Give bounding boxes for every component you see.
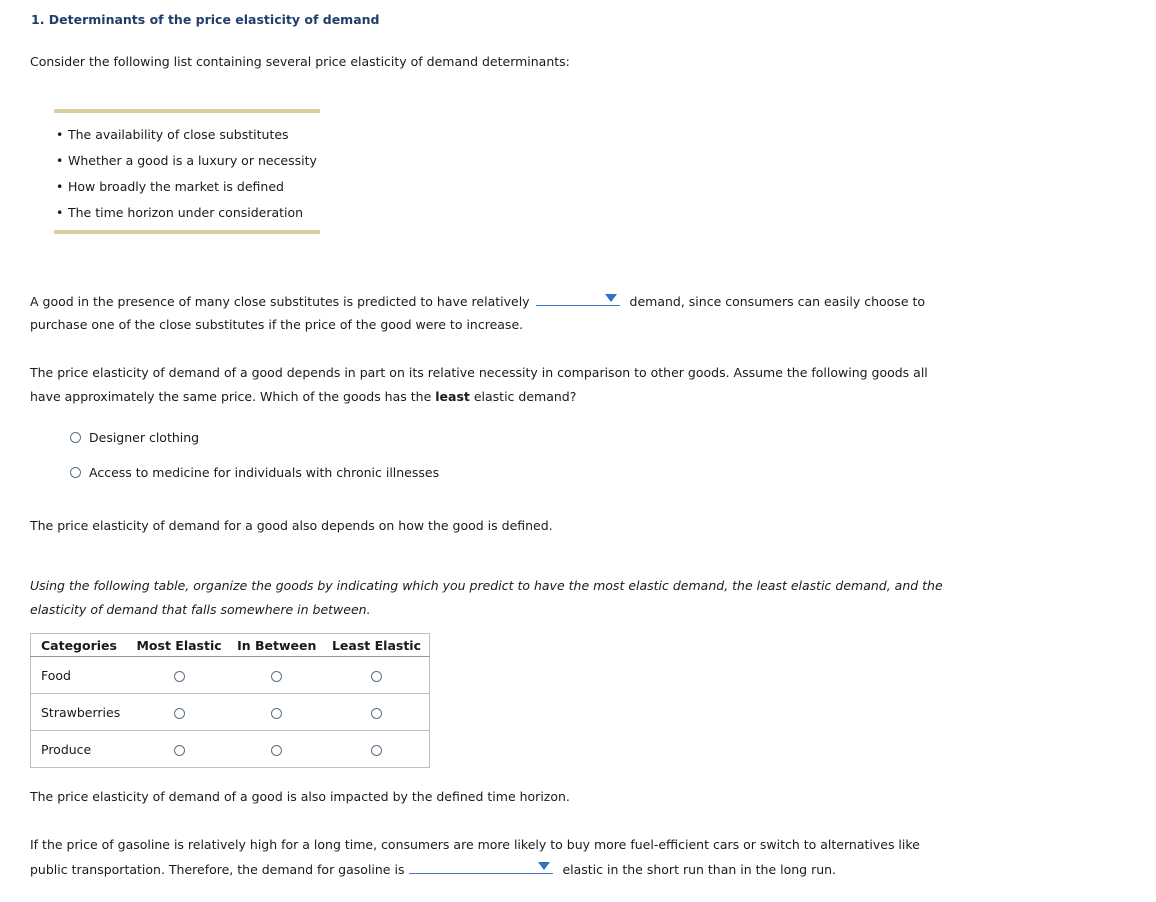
q4-statement: The price elasticity of demand of a good is also impacted by the defined time horizon. [30, 789, 570, 804]
q4-dropdown[interactable] [409, 857, 553, 874]
bullet-icon: • [56, 205, 64, 220]
q4-line2: public transportation. Therefore, the demand for gasoline is elastic in the short run than in the long run. [30, 857, 836, 882]
bullet-icon: • [56, 127, 64, 142]
cell-in-between [229, 694, 323, 731]
cell-most-elastic [129, 731, 230, 768]
header-in-between: In Between [229, 634, 323, 657]
cell-in-between [229, 657, 323, 694]
determinants-list [56, 125, 317, 229]
option-designer-clothing[interactable]: Designer clothing [70, 430, 199, 445]
radio-button[interactable] [174, 745, 185, 756]
cell-most-elastic [129, 657, 230, 694]
cell-least-elastic [324, 694, 430, 731]
row-label: Produce [31, 731, 129, 768]
radio-button[interactable] [271, 708, 282, 719]
q1-line1: A good in the presence of many close substitutes is predicted to have relatively demand, since consumers can easily choose to [30, 289, 925, 314]
list-item: • The time horizon under consideration [56, 203, 317, 229]
table-row-produce [31, 731, 430, 768]
elasticity-table [30, 633, 430, 768]
header-categories: Categories [31, 634, 129, 657]
chevron-down-icon [538, 862, 550, 870]
list-item: • How broadly the market is defined [56, 177, 317, 203]
q4-line1: If the price of gasoline is relatively high for a long time, consumers are more likely to buy more fuel-efficient cars or switch to alternatives like [30, 837, 920, 852]
cell-in-between [229, 731, 323, 768]
cell-most-elastic [129, 694, 230, 731]
radio-button[interactable] [174, 671, 185, 682]
row-label: Food [31, 657, 129, 694]
radio-button[interactable] [271, 671, 282, 682]
intro-text: Consider the following list containing several price elasticity of demand determinants: [30, 54, 570, 69]
radio-button[interactable] [371, 745, 382, 756]
list-item: • The availability of close substitutes [56, 125, 317, 151]
q3-instruction-line2: elasticity of demand that falls somewhere in between. [30, 602, 371, 617]
radio-button[interactable] [371, 708, 382, 719]
radio-button[interactable] [271, 745, 282, 756]
q3-instruction-line1: Using the following table, organize the goods by indicating which you predict to have the most elastic demand, the least elastic demand, and the [30, 578, 943, 593]
row-label: Strawberries [31, 694, 129, 731]
bullet-icon: • [56, 179, 64, 194]
cell-least-elastic [324, 657, 430, 694]
q1-line2: purchase one of the close substitutes if the price of the good were to increase. [30, 317, 524, 332]
question-title: 1. Determinants of the price elasticity of demand [31, 12, 380, 27]
table-row-food [31, 657, 430, 694]
bullet-icon: • [56, 153, 64, 168]
q3-statement: The price elasticity of demand for a good also depends on how the good is defined. [30, 518, 553, 533]
option-medicine-access[interactable]: Access to medicine for individuals with chronic illnesses [70, 465, 439, 480]
radio-button[interactable] [371, 671, 382, 682]
table-row-strawberries [31, 694, 430, 731]
radio-button[interactable] [70, 432, 81, 443]
header-least-elastic: Least Elastic [324, 634, 430, 657]
header-most-elastic: Most Elastic [129, 634, 230, 657]
chevron-down-icon [605, 294, 617, 302]
q2-line1: The price elasticity of demand of a good depends in part on its relative necessity in comparison to other goods. Assume the following goods all [30, 365, 928, 380]
q1-dropdown[interactable] [536, 289, 620, 306]
table-header-row [31, 634, 430, 657]
radio-button[interactable] [70, 467, 81, 478]
q2-line2: have approximately the same price. Which of the goods has the least elastic demand? [30, 389, 577, 404]
radio-button[interactable] [174, 708, 185, 719]
determinants-box [54, 109, 320, 234]
cell-least-elastic [324, 731, 430, 768]
list-item: • Whether a good is a luxury or necessity [56, 151, 317, 177]
